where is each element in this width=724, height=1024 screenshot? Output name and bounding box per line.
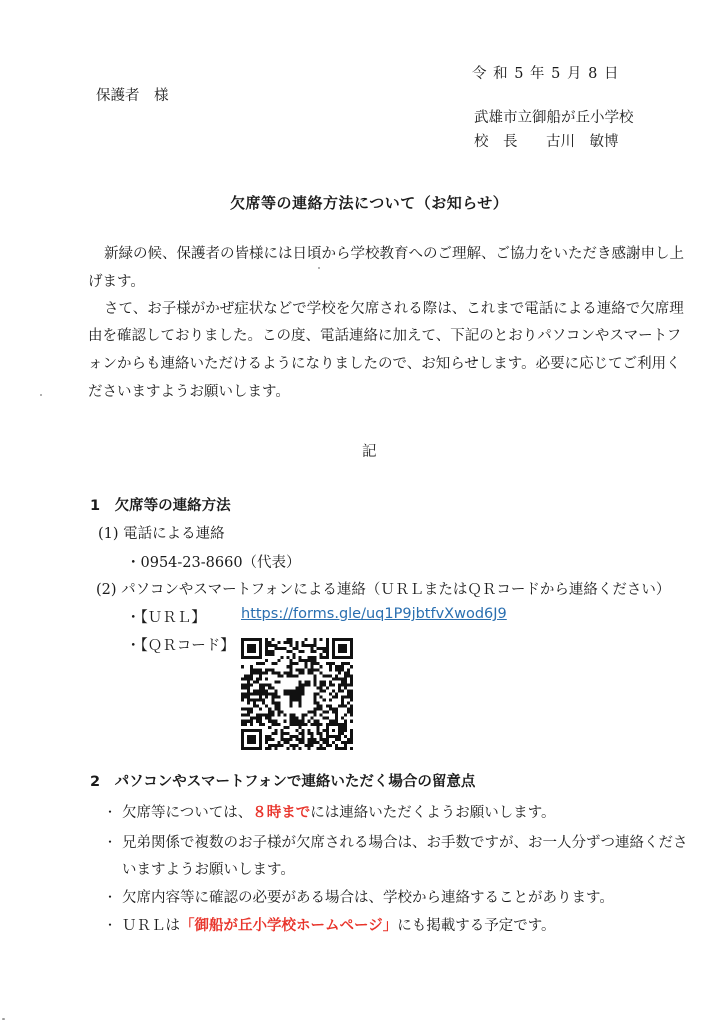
form-url-link[interactable]: https://forms.gle/uq1P9jbtfvXwod6J9 — [241, 606, 507, 622]
qr-label: ・【ＱＲコード】 — [126, 638, 235, 654]
principal-title: 校 長 — [474, 134, 518, 150]
note-1 — [122, 801, 556, 822]
intro-para1-line1: 新緑の候、保護者の皆様には日頃から学校教育へのご理解、ご協力をいただき感謝申し上 — [104, 246, 684, 262]
section1-heading: 1 欠席等の連絡方法 — [90, 498, 231, 514]
note-3: 欠席内容等に確認の必要がある場合は、学校から連絡することがあります。 — [122, 890, 614, 906]
intro-para2-line3: ォンからも連絡いただけるようになりましたので、お知らせします。必要に応じてご利用く — [88, 356, 681, 372]
bullet-4: ・ — [104, 918, 117, 932]
note-1-post: には連絡いただくようお願いします。 — [310, 805, 556, 821]
date: 令 和 5 年 5 月 8 日 — [472, 66, 620, 82]
note-4-post: にも掲載する予定です。 — [397, 918, 556, 934]
dinosaur-icon — [280, 677, 313, 710]
scan-speck — [318, 267, 320, 269]
homepage-highlight: 「御船が丘小学校ホームページ」 — [180, 918, 398, 934]
intro-para1-line2: げます。 — [88, 274, 145, 290]
page-title: 欠席等の連絡方法について（お知らせ） — [230, 194, 509, 212]
bullet-3: ・ — [104, 890, 117, 904]
note-1-pre: 欠席等については、 — [122, 805, 253, 821]
bullet-1: ・ — [104, 805, 117, 819]
school-name: 武雄市立御船が丘小学校 — [474, 110, 634, 126]
deadline-highlight: ８時まで — [252, 805, 311, 821]
intro-para2-line1: さて、お子様がかぜ症状などで学校を欠席される際は、これまで電話による連絡で欠席理 — [104, 301, 684, 317]
section2-heading: 2 パソコンやスマートフォンで連絡いただく場合の留意点 — [90, 774, 476, 790]
url-label: ・【ＵＲＬ】 — [126, 610, 206, 626]
intro-para2-line2: 由を確認しておりました。この度、電話連絡に加えて、下記のとおりパソコンやスマートフ — [88, 328, 682, 344]
phone-number: ・0954-23-8660（代表） — [126, 555, 301, 571]
bullet-2: ・ — [104, 835, 117, 849]
intro-para2-line4: ださいますようお願いします。 — [88, 384, 290, 400]
qr-code-icon[interactable] — [241, 638, 353, 750]
ki-mark: 記 — [362, 444, 377, 460]
section1-item1: (1) 電話による連絡 — [98, 526, 225, 542]
scan-speck — [2, 1018, 5, 1020]
scan-speck — [40, 394, 42, 396]
principal-name: 古川 敏博 — [546, 134, 619, 150]
section1-item2: (2) パソコンやスマートフォンによる連絡（ＵＲＬまたはＱＲコードから連絡ください） — [96, 582, 671, 598]
note-4 — [122, 914, 556, 935]
note-2-line2: いますようお願いします。 — [122, 862, 295, 878]
addressee: 保護者 様 — [96, 88, 169, 104]
note-4-pre: ＵＲＬは — [122, 918, 180, 934]
note-2-line1: 兄弟関係で複数のお子様が欠席される場合は、お手数ですが、お一人分ずつ連絡くださ — [122, 835, 688, 851]
